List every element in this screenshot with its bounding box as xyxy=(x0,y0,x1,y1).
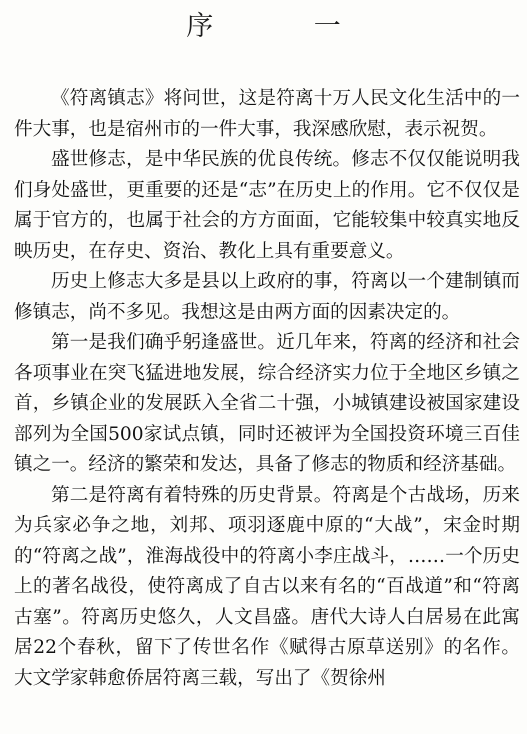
body-text xyxy=(14,84,520,694)
paragraph: 盛世修志，是中华民族的优良传统。修志不仅仅能说明我们身处盛世，更重要的还是“志”在历史上的作用。它不仅仅是属于官方的，也属于社会的方方面面，它能较集中较真实地反映历史，在存史、资治、教化上具有重要意义。 xyxy=(14,149,520,262)
paragraph: 《符离镇志》将问世，这是符离十万人民文化生活中的一件大事，也是宿州市的一件大事，我深感欣慰，表示祝贺。 xyxy=(14,88,520,140)
paragraph: 历史上修志大多是县以上政府的事，符离以一个建制镇而修镇志，尚不多见。我想这是由两方面的因素决定的。 xyxy=(14,271,520,323)
paragraph: 第一是我们确乎躬逢盛世。近几年来，符离的经济和社会各项事业在突飞猛进地发展，综合经济实力位于全地区乡镇之首，乡镇企业的发展跃入全省二十强，小城镇建设被国家建设部列为全国500家试点镇，同时还被评为全国投资环境三百佳镇之一。经济的繁荣和发达，具备了修志的物质和经济基础。 xyxy=(14,332,520,475)
paragraph: 第二是符离有着特殊的历史背景。符离是个古战场，历来为兵家必争之地，刘邦、项羽逐鹿中原的“大战”，宋金时期的“符离之战”，淮海战役中的符离小李庄战斗，……一个历史上的著名战役，使符离成了自古以来有名的“百战道”和“符离古塞”。符离历史悠久，人文昌盛。唐代大诗人白居易在此寓居22个春秋，留下了传世名作《赋得古原草送别》的名作。大文学家韩愈侨居符离三载，写出了《贺徐州 xyxy=(14,484,520,689)
page-title: 序 一 xyxy=(186,11,387,42)
